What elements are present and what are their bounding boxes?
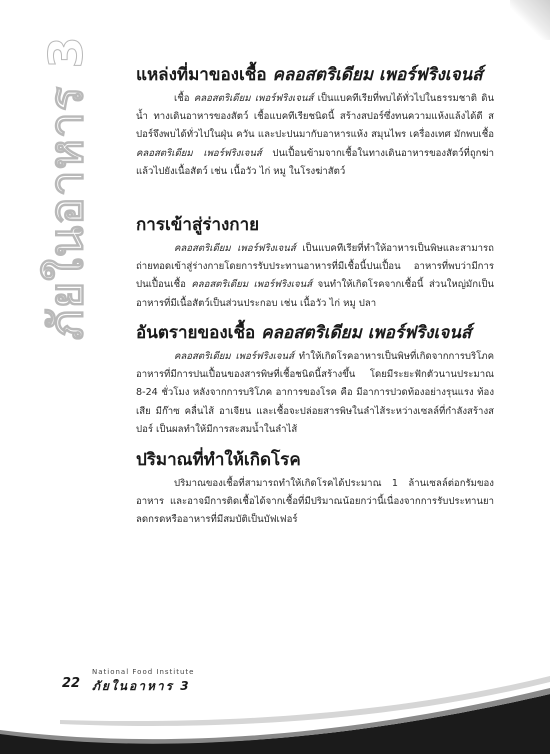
section-entry	[136, 214, 494, 313]
heading-danger: อันตรายของเชื้อ คลอสตริเดียม เพอร์ฟริงเจนส์	[136, 323, 472, 343]
heading-dose: ปริมาณที่ทำให้เกิดโรค	[136, 450, 301, 470]
heading-source: แหล่งที่มาของเชื้อ คลอสตริเดียม เพอร์ฟริงเจนส์	[136, 65, 483, 85]
paragraph-dose: ปริมาณของเชื้อที่สามารถทำให้เกิดโรคได้ประมาณ 1 ล้านเซลล์ต่อกรัมของอาหาร และอาจมีการติดเชื้อได้จากเชื้อที่มีปริมาณน้อยกว่านี้เนื่องจากการรับประทานยาลดกรดหรืออาหารที่มีสมบัติเป็นบัฟเฟอร์	[136, 478, 494, 526]
footer-swoosh-graphic	[0, 654, 550, 754]
paragraph-source: เชื้อ คลอสตริเดียม เพอร์ฟริงเจนส์ เป็นแบคทีเรียที่พบได้ทั่วไปในธรรมชาติ ดิน น้ำ ทางเดินอาหารของสัตว์ เชื้อแบคทีเรียชนิดนี้ สร้างสปอร์ซึ่งทนความแห้งแล้งได้ดี สปอร์จึงพบได้ทั่วไปในฝุ่น ควัน และปะปนมากับอาหารแห้ง สมุนไพร เครื่องเทศ มักพบเชื้อ คลอสตริเดียม เพอร์ฟริงเจนส์ ปนเปื้อนข้ามจากเชื้อในทางเดินอาหารของสัตว์ที่ถูกฆ่าแล้วไปยังเนื้อสัตว์ เช่น เนื้อวัว ไก่ หมู ในโรงฆ่าสัตว์	[136, 93, 494, 177]
page-number: 22	[62, 676, 81, 691]
section-dose	[136, 449, 494, 530]
section-source	[136, 64, 494, 181]
corner-page-curl-top	[510, 0, 550, 40]
side-vertical-title: ภัยในอาหาร 3	[39, 35, 93, 340]
footer-brand-english: National Food Institute	[92, 668, 195, 676]
heading-entry: การเข้าสู่ร่างกาย	[136, 215, 260, 235]
paragraph-entry: คลอสตริเดียม เพอร์ฟริงเจนส์ เป็นแบคทีเรียที่ทำให้อาหารเป็นพิษและสามารถถ่ายทอดเข้าสู่ร่างกายโดยการรับประทานอาหารที่มีเชื้อนี้ปนเปื้อน อาหารที่พบว่ามีการปนเปื้อนเชื้อ คลอสตริเดียม เพอร์ฟริงเจนส์ จนทำให้เกิดโรคจากเชื้อนี้ ส่วนใหญ่มักเป็นอาหารที่มีเนื้อสัตว์เป็นส่วนประกอบ เช่น เนื้อวัว ไก่ หมู ปลา	[136, 243, 494, 309]
footer-brand-thai: ภัยในอาหาร 3	[92, 679, 191, 693]
paragraph-danger: คลอสตริเดียม เพอร์ฟริงเจนส์ ทำให้เกิดโรคอาหารเป็นพิษที่เกิดจากการบริโภคอาหารที่มีการปนเปื้อนของสารพิษที่เชื้อชนิดนี้สร้างขึ้น โดยมีระยะฟักตัวนานประมาณ 8-24 ชั่วโมง หลังจากการบริโภค อาการของโรค คือ มีอาการปวดท้องอย่างรุนแรง ท้องเสีย มีก๊าซ คลื่นไส้ อาเจียน และเชื้อจะปล่อยสารพิษในลำไส้ระหว่างเซลล์ที่กำลังสร้างสปอร์ เป็นผลทำให้มีการสะสมน้ำในลำไส้	[136, 351, 494, 435]
section-danger	[136, 322, 494, 439]
